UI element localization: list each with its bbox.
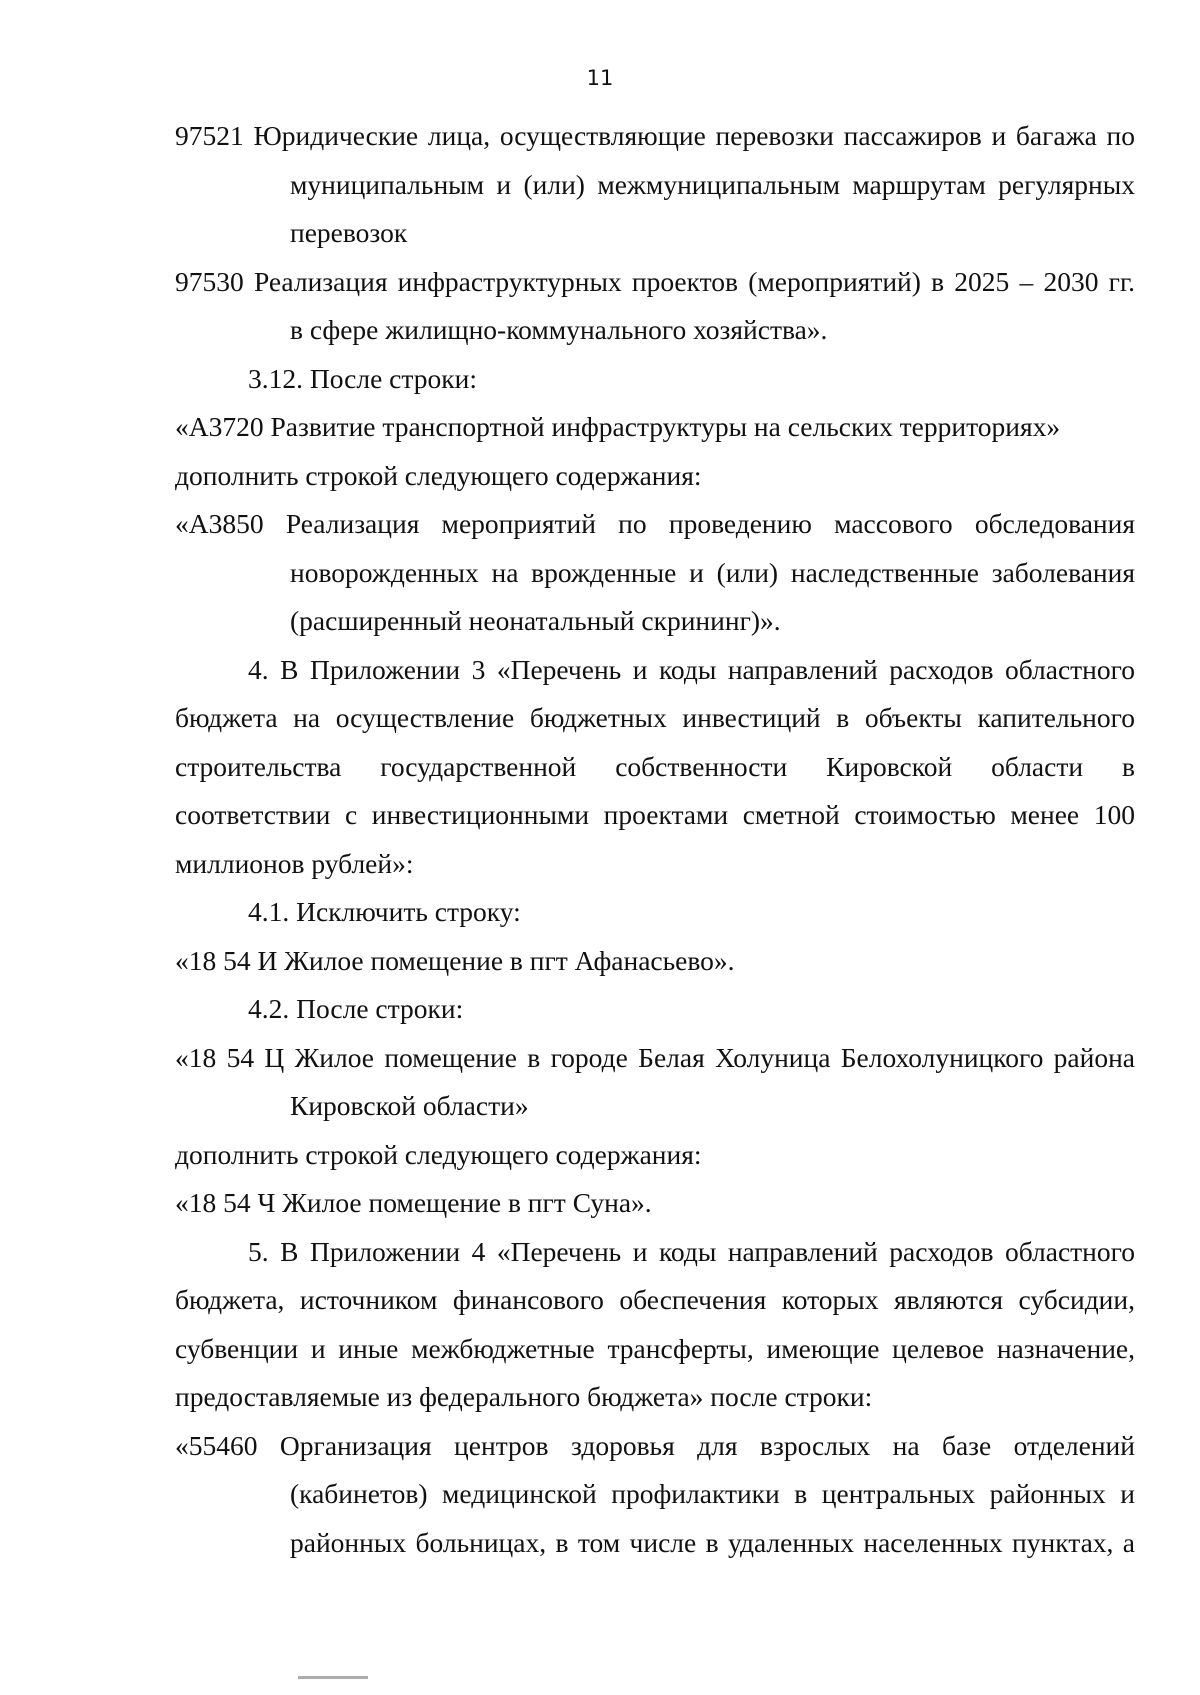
code-entry-a3850-end: (расширенный неонатальный скрининг)». [290, 605, 781, 636]
supplement-instruction-2: дополнить строкой следующего содержания: [175, 1138, 702, 1170]
code-entry-97530-end: в сфере жилищно-коммунального хозяйства». [290, 314, 828, 345]
code-entry-97521-cont: муниципальным и (или) межмуниципальным маршрутам регулярных [290, 168, 1135, 200]
clause-3-12: 3.12. После строки: [248, 362, 477, 394]
clause-4-line-5: миллионов рублей»: [175, 847, 414, 879]
clause-4-2: 4.2. После строки: [248, 993, 464, 1024]
clause-5-line-3: субвенции и иные межбюджетные трансферты, имеющие целевое назначение, [175, 1332, 1135, 1364]
clause-4-line-4: соответствии с инвестиционными проектами сметной стоимостью менее 100 [175, 799, 1135, 830]
clause-4-line-2: бюджета на осуществление бюджетных инвестиций в объекты капительного [175, 702, 1135, 733]
code-entry-a3720: «А3720 Развитие транспортной инфраструктуры на сельских территориях» [175, 411, 1061, 442]
code-entry-55460-cont-2: районных больницах, в том числе в удаленных населенных пунктах, а [290, 1526, 1135, 1558]
code-entry-18-54-ts: «18 54 Ц Жилое помещение в городе Белая Холуница Белохолуницкого района [175, 1041, 1135, 1073]
code-entry-97521: 97521 Юридические лица, осуществляющие перевозки пассажиров и багажа по [175, 120, 1135, 151]
code-entry-97521-end: перевозок [290, 217, 408, 248]
clause-4-1: 4.1. Исключить строку: [248, 896, 521, 927]
clause-5-line-4: предоставляемые из федерального бюджета» после строки: [175, 1381, 873, 1412]
code-entry-18-54-i: «18 54 И Жилое помещение в пгт Афанасьево». [175, 944, 735, 976]
supplement-instruction: дополнить строкой следующего содержания: [175, 459, 702, 491]
code-entry-55460: «55460 Организация центров здоровья для взрослых на базе отделений [175, 1429, 1135, 1461]
clause-5: 5. В Приложении 4 «Перечень и коды направлений расходов областного [248, 1235, 1135, 1267]
clause-4-line-3: строительства государственной собственности Кировской области в [175, 750, 1135, 782]
code-entry-a3850: «А3850 Реализация мероприятий по проведению массового обследования [175, 508, 1135, 539]
code-entry-55460-cont: (кабинетов) медицинской профилактики в центральных районных и [290, 1478, 1135, 1509]
code-entry-97530: 97530 Реализация инфраструктурных проектов (мероприятий) в 2025 – 2030 гг. [175, 265, 1135, 297]
code-entry-a3850-cont: новорожденных на врожденные и (или) наследственные заболевания [290, 556, 1135, 588]
code-entry-18-54-ch: «18 54 Ч Жилое помещение в пгт Суна». [175, 1187, 652, 1218]
clause-4: 4. В Приложении 3 «Перечень и коды направлений расходов областного [248, 653, 1135, 685]
document-body [175, 112, 1135, 1567]
scan-artifact [298, 1676, 368, 1679]
code-entry-18-54-ts-end: Кировской области» [290, 1090, 529, 1121]
page-number: 11 [586, 66, 614, 90]
clause-5-line-2: бюджета, источником финансового обеспечения которых являются субсидии, [175, 1284, 1135, 1315]
